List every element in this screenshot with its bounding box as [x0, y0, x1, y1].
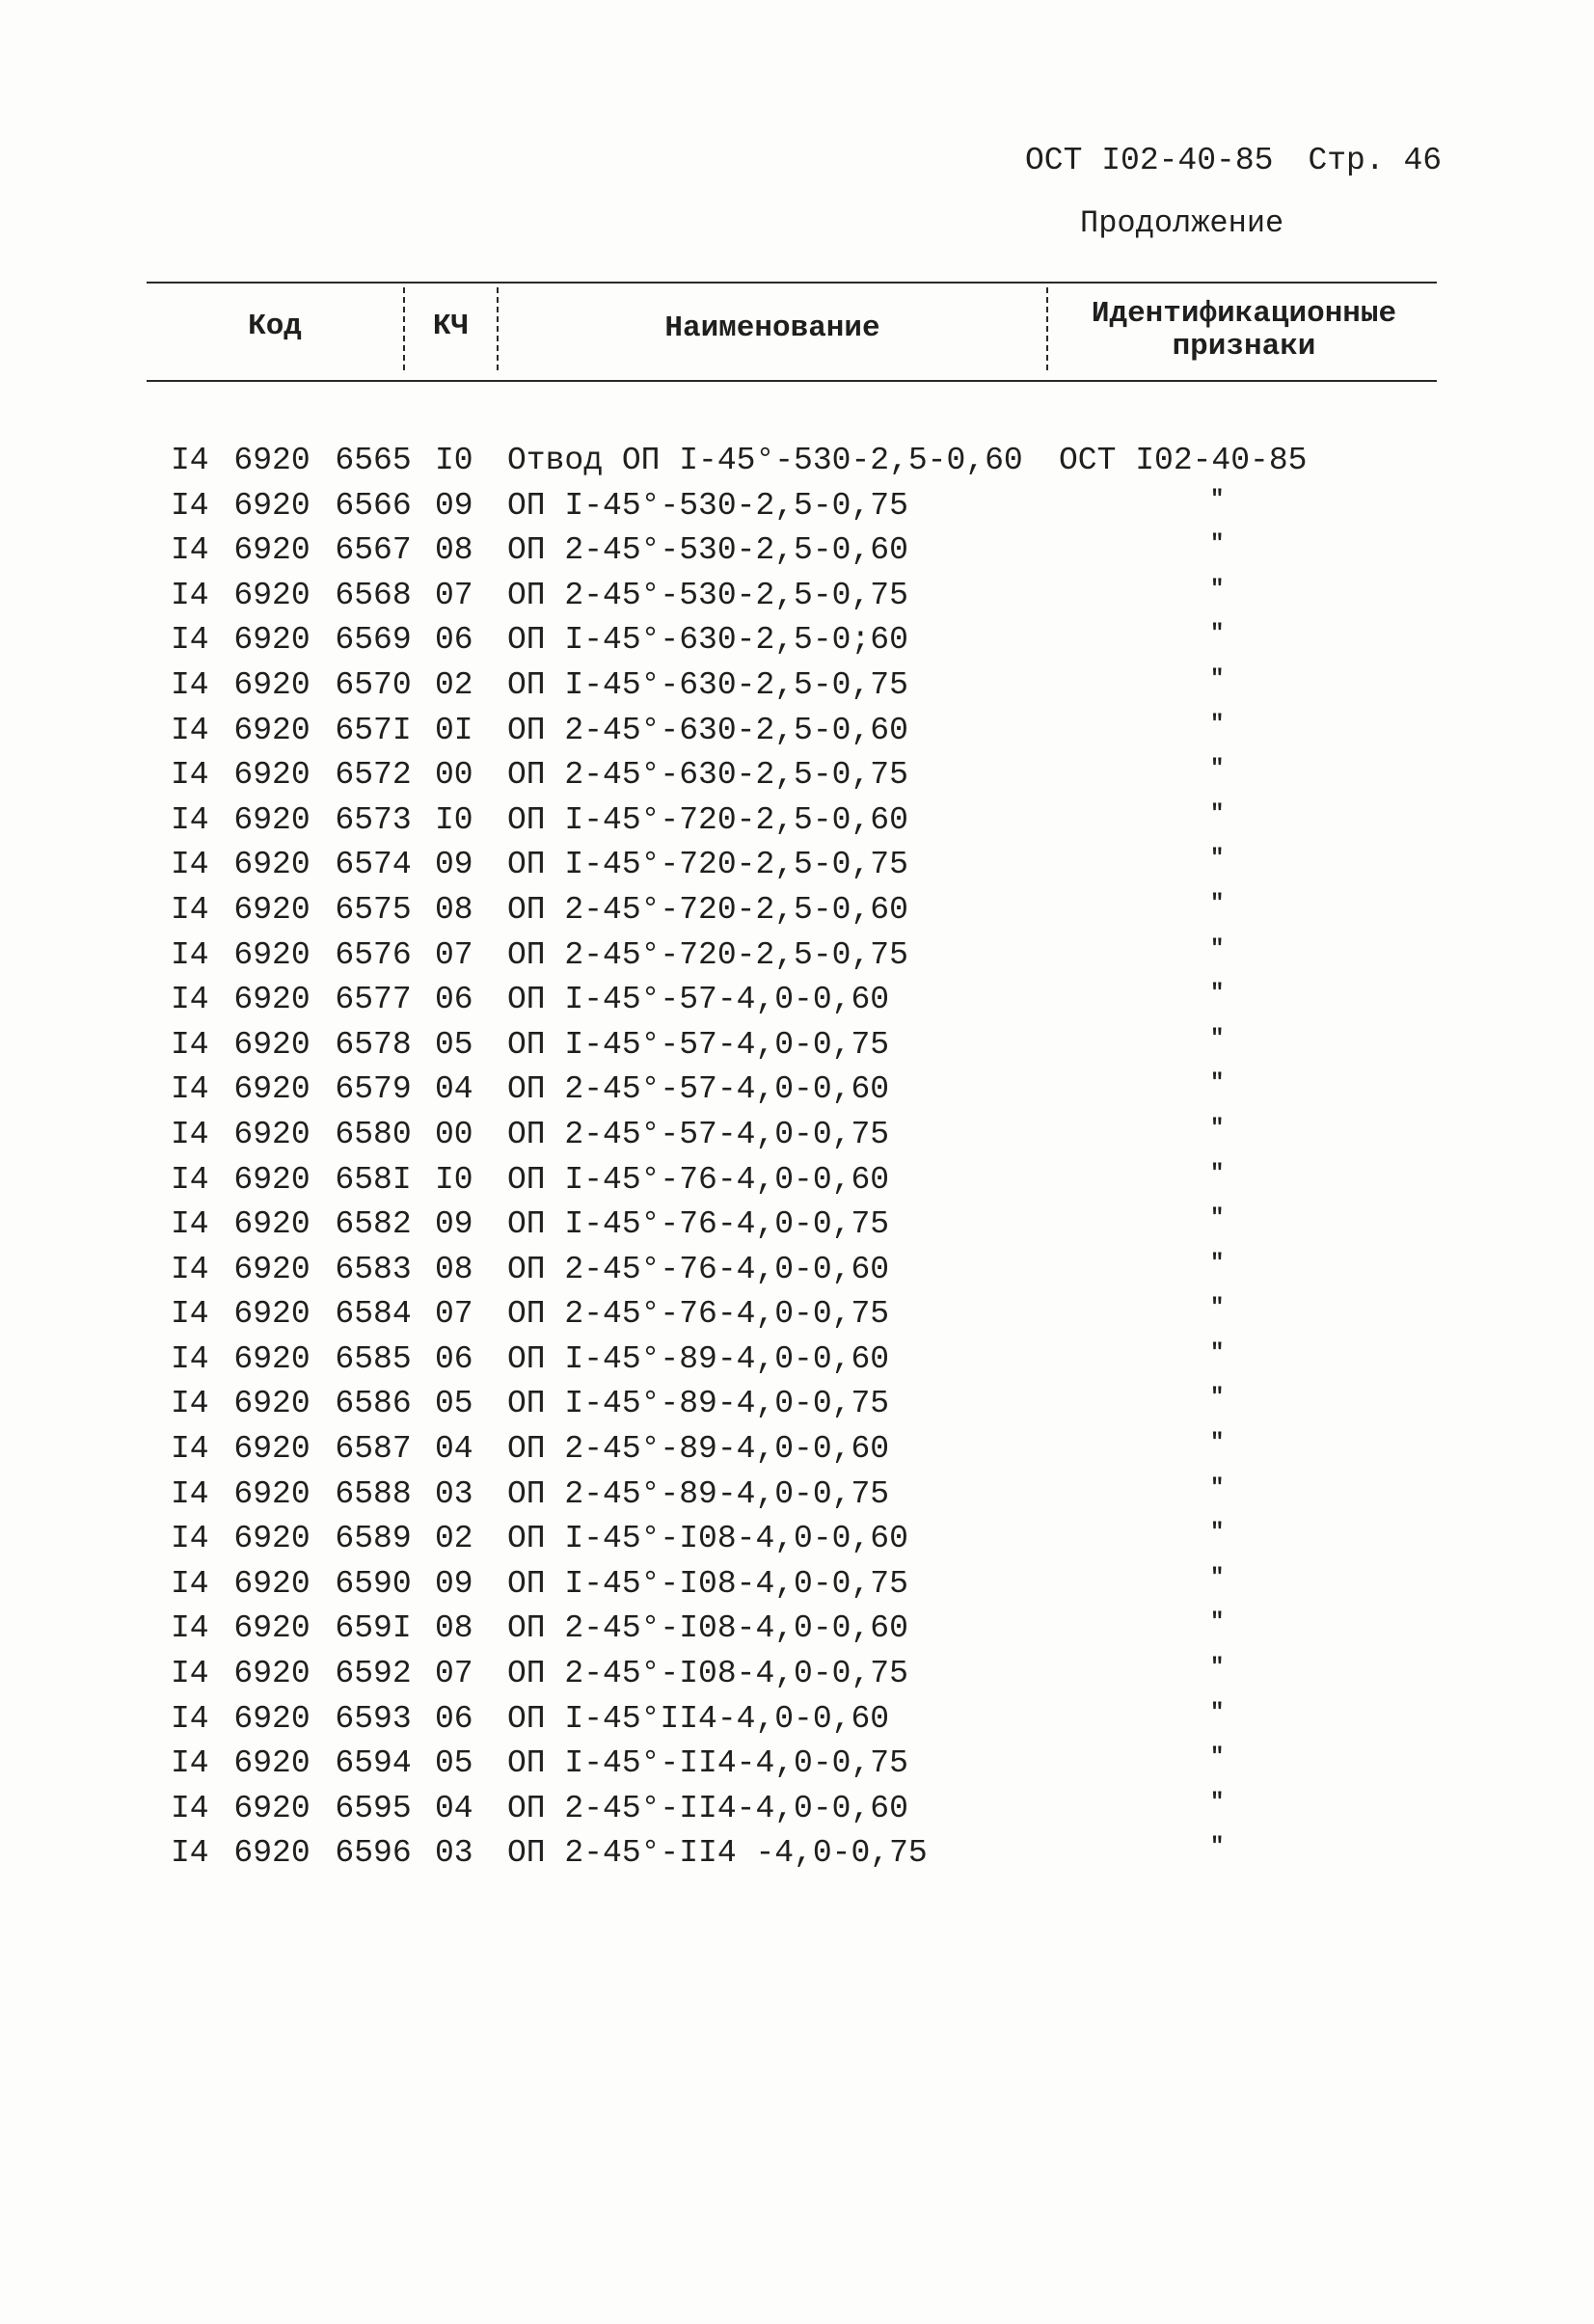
row-code: I4 6920 6566	[171, 487, 412, 524]
table-row	[0, 1248, 1594, 1293]
continuation-label: Продолжение	[1080, 205, 1284, 241]
row-code: I4 6920 6593	[171, 1700, 412, 1737]
row-name: ОП I-45°-57-4,0-0,75	[507, 1026, 890, 1063]
row-ident: "	[1210, 1699, 1225, 1726]
row-kch: 05	[435, 1026, 473, 1063]
row-name: ОП I-45°-57-4,0-0,60	[507, 982, 890, 1018]
row-name: ОП I-45°-89-4,0-0,75	[507, 1386, 890, 1422]
row-kch: 05	[435, 1745, 473, 1782]
row-name: ОП I-45°-I08-4,0-0,75	[507, 1565, 908, 1602]
column-header-kch: КЧ	[432, 310, 470, 343]
table-row	[0, 1787, 1594, 1832]
row-ident: "	[1210, 1834, 1225, 1861]
row-ident: "	[1210, 576, 1225, 603]
row-kch: I0	[435, 801, 473, 838]
row-code: I4 6920 6580	[171, 1116, 412, 1152]
row-ident: "	[1210, 800, 1225, 827]
row-kch: 07	[435, 577, 473, 613]
row-name: ОП I-45°-530-2,5-0,75	[507, 487, 908, 524]
row-code: I4 6920 6590	[171, 1565, 412, 1602]
row-kch: 08	[435, 1610, 473, 1647]
row-ident: "	[1210, 935, 1225, 962]
table-row	[0, 439, 1594, 484]
table-row	[0, 1562, 1594, 1608]
row-name: ОП 2-45°-720-2,5-0,75	[507, 936, 908, 973]
row-name: ОП 2-45°-57-4,0-0,75	[507, 1116, 890, 1152]
row-kch: 03	[435, 1475, 473, 1512]
row-kch: 08	[435, 891, 473, 928]
table-row	[0, 888, 1594, 933]
row-code: I4 6920 6585	[171, 1340, 412, 1377]
page-number: Стр. 46	[1308, 143, 1443, 178]
row-name: ОП 2-45°-57-4,0-0,60	[507, 1071, 890, 1108]
row-code: I4 6920 6594	[171, 1745, 412, 1782]
row-code: I4 6920 6583	[171, 1251, 412, 1287]
row-kch: 02	[435, 1521, 473, 1557]
table-row	[0, 1427, 1594, 1473]
row-kch: 06	[435, 622, 473, 659]
row-name: ОП 2-45°-76-4,0-0,75	[507, 1296, 890, 1333]
table-row	[0, 618, 1594, 663]
row-kch: 00	[435, 1116, 473, 1152]
row-kch: 07	[435, 936, 473, 973]
row-ident: "	[1210, 1160, 1225, 1187]
row-ident: "	[1210, 711, 1225, 738]
row-code: I4 6920 6575	[171, 891, 412, 928]
row-code: I4 6920 6582	[171, 1206, 412, 1243]
row-code: I4 6920 6572	[171, 757, 412, 794]
row-code: I4 6920 6592	[171, 1656, 412, 1692]
row-name: ОП I-45°-720-2,5-0,60	[507, 801, 908, 838]
row-name: ОП I-45°-630-2,5-0,75	[507, 666, 908, 703]
row-name: ОП I-45°-76-4,0-0,75	[507, 1206, 890, 1243]
row-ident: "	[1210, 1789, 1225, 1816]
row-ident: "	[1210, 981, 1225, 1008]
row-ident: "	[1210, 1250, 1225, 1277]
row-kch: 04	[435, 1431, 473, 1468]
row-name: ОП 2-45°-530-2,5-0,60	[507, 532, 908, 569]
row-ident: ОСТ I02-40-85	[1059, 443, 1308, 478]
table-body	[0, 439, 1594, 1877]
table-row	[0, 574, 1594, 619]
row-ident: "	[1210, 1655, 1225, 1682]
table-row	[0, 1831, 1594, 1877]
row-name: ОП 2-45°-530-2,5-0,75	[507, 577, 908, 613]
row-code: I4 6920 6569	[171, 622, 412, 659]
table-row	[0, 1338, 1594, 1383]
row-kch: 09	[435, 847, 473, 883]
row-code: I4 6920 6573	[171, 801, 412, 838]
table-row	[0, 1382, 1594, 1427]
row-ident: "	[1210, 1205, 1225, 1232]
row-name: ОП I-45°-720-2,5-0,75	[507, 847, 908, 883]
row-code: I4 6920 6578	[171, 1026, 412, 1063]
row-ident: "	[1210, 486, 1225, 513]
row-kch: 08	[435, 532, 473, 569]
table-header-rule	[147, 380, 1437, 382]
table-row	[0, 933, 1594, 979]
row-name: ОП 2-45°-I08-4,0-0,60	[507, 1610, 908, 1647]
row-kch: 08	[435, 1251, 473, 1287]
row-ident: "	[1210, 1295, 1225, 1322]
row-code: I4 6920 6565	[171, 443, 412, 478]
row-name: ОП 2-45°-I08-4,0-0,75	[507, 1656, 908, 1692]
table-row	[0, 1203, 1594, 1248]
row-code: I4 6920 657I	[171, 712, 412, 748]
table-row	[0, 1113, 1594, 1158]
row-name: ОП 2-45°-89-4,0-0,75	[507, 1475, 890, 1512]
row-ident: "	[1210, 1564, 1225, 1591]
row-name: ОП 2-45°-II4 -4,0-0,75	[507, 1835, 928, 1872]
table-row	[0, 1023, 1594, 1068]
table-row	[0, 709, 1594, 754]
row-code: I4 6920 658I	[171, 1161, 412, 1198]
row-kch: 09	[435, 487, 473, 524]
row-name: ОП 2-45°-76-4,0-0,60	[507, 1251, 890, 1287]
row-kch: 06	[435, 982, 473, 1018]
row-name: ОП I-45°-I08-4,0-0,60	[507, 1521, 908, 1557]
column-header-ident: Идентификационные признаки	[1091, 297, 1397, 364]
row-code: I4 6920 6574	[171, 847, 412, 883]
row-ident: "	[1210, 1609, 1225, 1636]
row-code: I4 6920 6589	[171, 1521, 412, 1557]
row-kch: I0	[435, 443, 473, 478]
document-reference	[1025, 143, 1442, 178]
row-name: ОП I-45°II4-4,0-0,60	[507, 1700, 890, 1737]
doc-ref: ОСТ I02-40-85	[1025, 143, 1274, 178]
row-name: ОП I-45°-89-4,0-0,60	[507, 1340, 890, 1377]
column-separator	[1046, 287, 1048, 370]
row-code: I4 6920 6588	[171, 1475, 412, 1512]
row-ident: "	[1210, 846, 1225, 873]
table-row	[0, 1742, 1594, 1787]
column-header-name: Наименование	[664, 311, 880, 345]
table-row	[0, 798, 1594, 844]
table-row	[0, 663, 1594, 709]
row-name: ОП 2-45°-89-4,0-0,60	[507, 1431, 890, 1468]
row-code: I4 6920 6567	[171, 532, 412, 569]
column-header-code: Код	[248, 310, 302, 343]
table-row	[0, 843, 1594, 888]
row-name: ОП I-45°-630-2,5-0;60	[507, 622, 908, 659]
row-ident: "	[1210, 1474, 1225, 1501]
row-code: I4 6920 6584	[171, 1296, 412, 1333]
table-row	[0, 484, 1594, 529]
row-ident: "	[1210, 531, 1225, 558]
table-row	[0, 1473, 1594, 1518]
table-row	[0, 1607, 1594, 1652]
row-ident: "	[1210, 621, 1225, 648]
row-kch: I0	[435, 1161, 473, 1198]
row-kch: 07	[435, 1656, 473, 1692]
row-kch: 0I	[435, 712, 473, 748]
row-name: ОП 2-45°-630-2,5-0,75	[507, 757, 908, 794]
table-row	[0, 753, 1594, 798]
table-row	[0, 1067, 1594, 1113]
row-code: I4 6920 6587	[171, 1431, 412, 1468]
table-row	[0, 1517, 1594, 1562]
row-name: ОП 2-45°-II4-4,0-0,60	[507, 1790, 908, 1826]
row-kch: 05	[435, 1386, 473, 1422]
row-code: I4 6920 6570	[171, 666, 412, 703]
table-row	[0, 978, 1594, 1023]
row-kch: 02	[435, 666, 473, 703]
row-name: ОП 2-45°-630-2,5-0,60	[507, 712, 908, 748]
row-ident: "	[1210, 756, 1225, 783]
row-code: I4 6920 6568	[171, 577, 412, 613]
row-kch: 07	[435, 1296, 473, 1333]
row-ident: "	[1210, 1385, 1225, 1412]
row-kch: 00	[435, 757, 473, 794]
table-row	[0, 1158, 1594, 1203]
row-code: I4 6920 6595	[171, 1790, 412, 1826]
row-kch: 09	[435, 1206, 473, 1243]
table-row	[0, 528, 1594, 574]
row-code: I4 6920 6586	[171, 1386, 412, 1422]
row-kch: 06	[435, 1340, 473, 1377]
row-name: ОП 2-45°-720-2,5-0,60	[507, 891, 908, 928]
row-name: ОП I-45°-76-4,0-0,60	[507, 1161, 890, 1198]
row-kch: 04	[435, 1790, 473, 1826]
row-name: Отвод ОП I-45°-530-2,5-0,60	[507, 443, 1023, 478]
row-ident: "	[1210, 1025, 1225, 1052]
row-kch: 06	[435, 1700, 473, 1737]
row-ident: "	[1210, 665, 1225, 692]
row-ident: "	[1210, 1070, 1225, 1097]
row-kch: 04	[435, 1071, 473, 1108]
table-row	[0, 1652, 1594, 1697]
row-code: I4 6920 6579	[171, 1071, 412, 1108]
row-ident: "	[1210, 1339, 1225, 1366]
table-top-rule	[147, 282, 1437, 284]
row-ident: "	[1210, 1115, 1225, 1142]
row-kch: 09	[435, 1565, 473, 1602]
row-ident: "	[1210, 890, 1225, 917]
row-kch: 03	[435, 1835, 473, 1872]
table-row	[0, 1292, 1594, 1338]
row-name: ОП I-45°-II4-4,0-0,75	[507, 1745, 908, 1782]
row-code: I4 6920 659I	[171, 1610, 412, 1647]
row-code: I4 6920 6577	[171, 982, 412, 1018]
row-code: I4 6920 6596	[171, 1835, 412, 1872]
row-ident: "	[1210, 1744, 1225, 1771]
row-ident: "	[1210, 1430, 1225, 1457]
row-code: I4 6920 6576	[171, 936, 412, 973]
table-row	[0, 1697, 1594, 1743]
row-ident: "	[1210, 1520, 1225, 1547]
